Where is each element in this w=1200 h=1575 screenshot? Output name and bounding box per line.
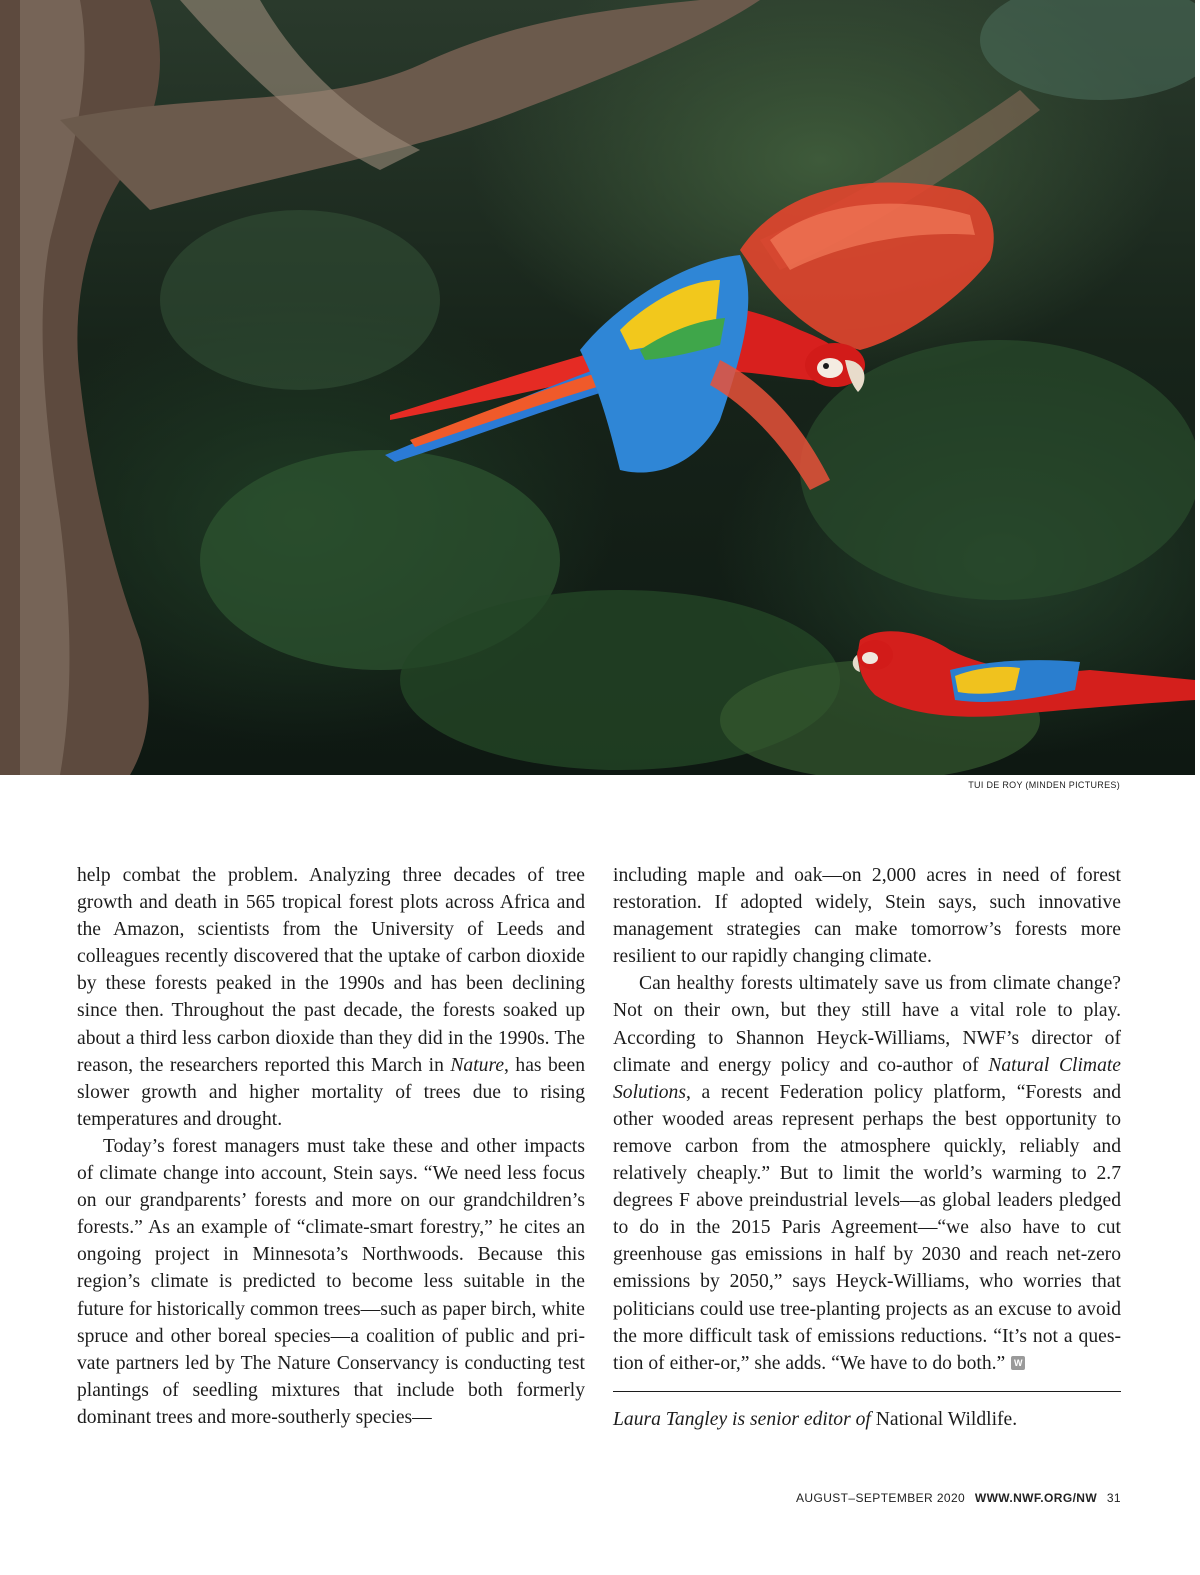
body-paragraph [77,1133,585,1431]
author-bio-italic: Laura Tangley is senior editor of [613,1408,876,1430]
paragraph-text: help combat the problem. Analyzing three decades of tree growth and death in 565 tropical forest plots across Africa and the Amazon, scientists from the University of Leeds and colleagues recently discovered that the uptake of carbon dioxide by these forests peaked in the 1990s and has been declining since then. Throughout the past decade, the forests soaked up about a third less carbon dioxide than they did in the 1990s. The reason, the researchers reported this March in [77,865,585,1076]
photo-credit: TUI DE ROY (MINDEN PICTURES) [968,780,1120,790]
macaw-illustration [0,0,1195,775]
macaw-photo [0,0,1195,775]
paragraph-text: Today’s forest managers must take these and other impacts of climate change into account, Stein says. “We need less focus on our grandparents’ forests and more on our grandchildren’s forests.” As an example of “climate-smart forestry,” he cites an ongoing project in Minnesota’s Northwoods. Because this region’s climate is predicted to become less suitable in the future for historically common trees—such as paper birch, white spruce and other boreal species—a coalition of public and private partners led by The Nature Conservancy is conducting test plantings of seedling mixtures that include both formerly dominant trees and more-southerly species— [77,1135,585,1428]
paragraph-text: , has been slower growth and higher mortality of trees due to rising temperatures and drought. [77,1054,585,1130]
page-footer [796,1491,1121,1505]
body-paragraph [613,970,1121,1376]
body-paragraph [77,862,585,1133]
author-bio [613,1406,1121,1433]
paragraph-text: including maple and oak—on 2,000 acres in need of forest restoration. If adopted widely, Stein says, such innovative management strategies can make tomorrow’s forests more resilient to our rapidly changing climate. [613,865,1121,968]
article-column-right [613,862,1121,1433]
article-column-left [77,862,585,1431]
italic-title: Nature [450,1054,505,1076]
footer-issue: AUGUST–SEPTEMBER 2020 [796,1491,966,1505]
right-column-paragraphs [613,862,1121,1377]
author-rule [613,1391,1121,1392]
end-mark-icon [1011,1356,1025,1370]
body-paragraph [613,862,1121,970]
paragraph-text: , a recent Federation policy platform, “Forests and other wooded areas represent perhaps the best opportunity to remove carbon from the atmosphere quickly, reliably and relatively cheaply.” But to limit the world’s warming to 2.7 degrees F above preindustrial levels—as global leaders pledged to do in the 2015 Paris Agreement—“we also have to cut greenhouse gas emissions in half by 2030 and reach net-zero emissions by 2050,” says Heyck-Williams, who worries that politicians could use tree-planting projects as an excuse to avoid the more difficult task of emissions reductions. “It’s not a question of either-or,” she adds. “We have to do both.” [613,1081,1121,1374]
paragraph-text: Can healthy forests ultimately save us from climate change? Not on their own, but they still have a vital role to play. According to Shannon Heyck-Williams, NWF’s director of climate and energy policy and co-author of [613,973,1121,1076]
page-number: 31 [1106,1491,1121,1505]
author-bio-roman: National Wildlife. [875,1408,1018,1430]
footer-site: WWW.NWF.ORG/NW [974,1491,1098,1505]
italic-title: Natural Climate Solutions [613,1054,1122,1103]
